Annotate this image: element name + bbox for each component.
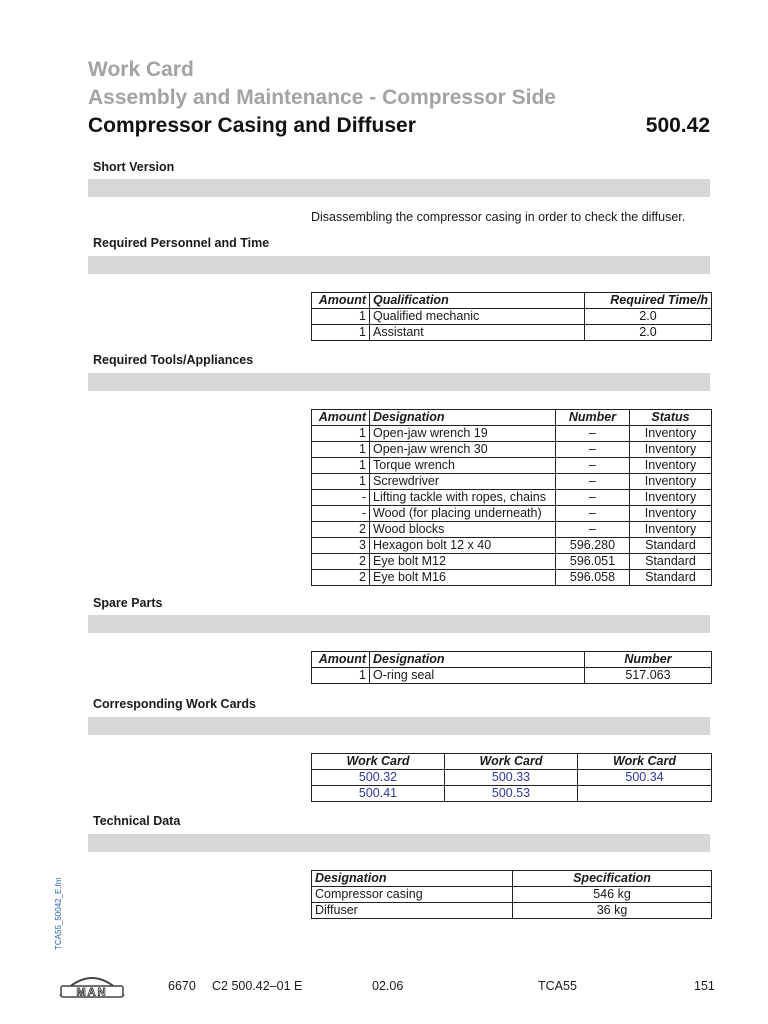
work-card-number: 500.42 bbox=[645, 114, 710, 137]
section-bar bbox=[88, 717, 710, 735]
cell-amount: 1 bbox=[312, 442, 370, 458]
table-row bbox=[312, 458, 712, 474]
column-header: Status bbox=[630, 410, 712, 426]
section-bar bbox=[88, 373, 710, 391]
table-row bbox=[312, 309, 712, 325]
cell-qualification: Qualified mechanic bbox=[370, 309, 585, 325]
file-name-side-label: TCA55_50042_E.fm bbox=[54, 877, 63, 950]
section-title-tools: Required Tools/Appliances bbox=[93, 353, 254, 367]
cell-designation: Compressor casing bbox=[312, 887, 513, 903]
table-row bbox=[312, 554, 712, 570]
column-header: Work Card bbox=[578, 754, 712, 770]
work-cards-table bbox=[311, 753, 712, 802]
section-bar bbox=[88, 615, 710, 633]
table-row bbox=[312, 506, 712, 522]
table-row bbox=[312, 426, 712, 442]
table-row bbox=[312, 668, 712, 684]
cell-amount: 2 bbox=[312, 522, 370, 538]
column-header: Designation bbox=[370, 410, 556, 426]
section-title-short-version: Short Version bbox=[93, 160, 175, 174]
cell-designation: Wood blocks bbox=[370, 522, 556, 538]
logo-text: MAN bbox=[76, 986, 108, 998]
cell-status: Standard bbox=[630, 570, 712, 586]
cell-designation: Open-jaw wrench 19 bbox=[370, 426, 556, 442]
cell-amount: 2 bbox=[312, 570, 370, 586]
cell-number: – bbox=[556, 474, 630, 490]
cell-number: – bbox=[556, 522, 630, 538]
cell-number: – bbox=[556, 426, 630, 442]
cell-number: – bbox=[556, 442, 630, 458]
section-title-spare-parts: Spare Parts bbox=[93, 596, 163, 610]
footer-code: C2 500.42–01 E bbox=[212, 979, 303, 993]
table-row bbox=[312, 490, 712, 506]
section-title-technical-data: Technical Data bbox=[93, 814, 181, 828]
cell-designation: Lifting tackle with ropes, chains bbox=[370, 490, 556, 506]
cell-designation: Screwdriver bbox=[370, 474, 556, 490]
footer-doc-id: 6670 bbox=[168, 979, 196, 993]
cell-number: – bbox=[556, 490, 630, 506]
column-header: Work Card bbox=[312, 754, 445, 770]
cell-designation: Torque wrench bbox=[370, 458, 556, 474]
column-header: Number bbox=[585, 652, 712, 668]
cell-amount: 1 bbox=[312, 325, 370, 341]
cell-designation: Diffuser bbox=[312, 903, 513, 919]
footer-model: TCA55 bbox=[538, 979, 577, 993]
table-row bbox=[312, 570, 712, 586]
cell-number: – bbox=[556, 506, 630, 522]
section-title-work-cards: Corresponding Work Cards bbox=[93, 697, 256, 711]
cell-status: Inventory bbox=[630, 426, 712, 442]
spare-parts-table bbox=[311, 651, 712, 684]
section-bar bbox=[88, 179, 710, 197]
cell-amount: - bbox=[312, 490, 370, 506]
table-row bbox=[312, 770, 712, 786]
cell-amount: 1 bbox=[312, 309, 370, 325]
short-version-text: Disassembling the compressor casing in order to check the diffuser. bbox=[311, 210, 686, 224]
section-bar bbox=[88, 256, 710, 274]
cell-amount: 2 bbox=[312, 554, 370, 570]
table-header-row bbox=[312, 652, 712, 668]
cell-qualification: Assistant bbox=[370, 325, 585, 341]
empty-cell bbox=[578, 786, 712, 802]
column-header: Specification bbox=[513, 871, 712, 887]
cell-time: 2.0 bbox=[585, 325, 712, 341]
work-card-link[interactable]: 500.53 bbox=[445, 786, 578, 802]
work-card-link[interactable]: 500.34 bbox=[578, 770, 712, 786]
cell-amount: - bbox=[312, 506, 370, 522]
table-header-row bbox=[312, 754, 712, 770]
column-header: Designation bbox=[312, 871, 513, 887]
cell-designation: Eye bolt M16 bbox=[370, 570, 556, 586]
work-card-link[interactable]: 500.41 bbox=[312, 786, 445, 802]
column-header: Amount bbox=[312, 293, 370, 309]
cell-amount: 3 bbox=[312, 538, 370, 554]
header-category: Assembly and Maintenance - Compressor Side bbox=[88, 86, 556, 109]
table-row bbox=[312, 474, 712, 490]
footer-page-number: 151 bbox=[694, 979, 715, 993]
column-header: Amount bbox=[312, 652, 370, 668]
cell-number: 596.280 bbox=[556, 538, 630, 554]
cell-status: Inventory bbox=[630, 522, 712, 538]
cell-amount: 1 bbox=[312, 668, 370, 684]
cell-status: Inventory bbox=[630, 490, 712, 506]
cell-designation: Open-jaw wrench 30 bbox=[370, 442, 556, 458]
table-row bbox=[312, 786, 712, 802]
header-doc-type: Work Card bbox=[88, 58, 194, 81]
table-row bbox=[312, 522, 712, 538]
column-header: Designation bbox=[370, 652, 585, 668]
table-row bbox=[312, 903, 712, 919]
cell-status: Inventory bbox=[630, 506, 712, 522]
tools-table bbox=[311, 409, 712, 586]
cell-amount: 1 bbox=[312, 474, 370, 490]
table-row bbox=[312, 887, 712, 903]
cell-number: 517.063 bbox=[585, 668, 712, 684]
cell-number: – bbox=[556, 458, 630, 474]
cell-number: 596.051 bbox=[556, 554, 630, 570]
personnel-table bbox=[311, 292, 712, 341]
table-row bbox=[312, 538, 712, 554]
column-header: Amount bbox=[312, 410, 370, 426]
table-row bbox=[312, 442, 712, 458]
table-header-row bbox=[312, 871, 712, 887]
table-row bbox=[312, 325, 712, 341]
cell-designation: Eye bolt M12 bbox=[370, 554, 556, 570]
column-header: Qualification bbox=[370, 293, 585, 309]
work-card-link[interactable]: 500.32 bbox=[312, 770, 445, 786]
footer-date: 02.06 bbox=[372, 979, 404, 993]
section-bar bbox=[88, 834, 710, 852]
section-title-personnel: Required Personnel and Time bbox=[93, 236, 270, 250]
cell-specification: 546 kg bbox=[513, 887, 712, 903]
cell-designation: O-ring seal bbox=[370, 668, 585, 684]
cell-designation: Wood (for placing underneath) bbox=[370, 506, 556, 522]
cell-status: Inventory bbox=[630, 474, 712, 490]
cell-designation: Hexagon bolt 12 x 40 bbox=[370, 538, 556, 554]
work-card-link[interactable]: 500.33 bbox=[445, 770, 578, 786]
cell-status: Inventory bbox=[630, 442, 712, 458]
column-header: Required Time/h bbox=[585, 293, 712, 309]
page-title: Compressor Casing and Diffuser bbox=[88, 114, 416, 137]
cell-status: Inventory bbox=[630, 458, 712, 474]
cell-amount: 1 bbox=[312, 458, 370, 474]
technical-data-table bbox=[311, 870, 712, 919]
cell-status: Standard bbox=[630, 554, 712, 570]
column-header: Number bbox=[556, 410, 630, 426]
cell-specification: 36 kg bbox=[513, 903, 712, 919]
cell-number: 596.058 bbox=[556, 570, 630, 586]
table-header-row bbox=[312, 293, 712, 309]
cell-amount: 1 bbox=[312, 426, 370, 442]
column-header: Work Card bbox=[445, 754, 578, 770]
cell-time: 2.0 bbox=[585, 309, 712, 325]
cell-status: Standard bbox=[630, 538, 712, 554]
man-logo bbox=[58, 972, 126, 1003]
table-header-row bbox=[312, 410, 712, 426]
